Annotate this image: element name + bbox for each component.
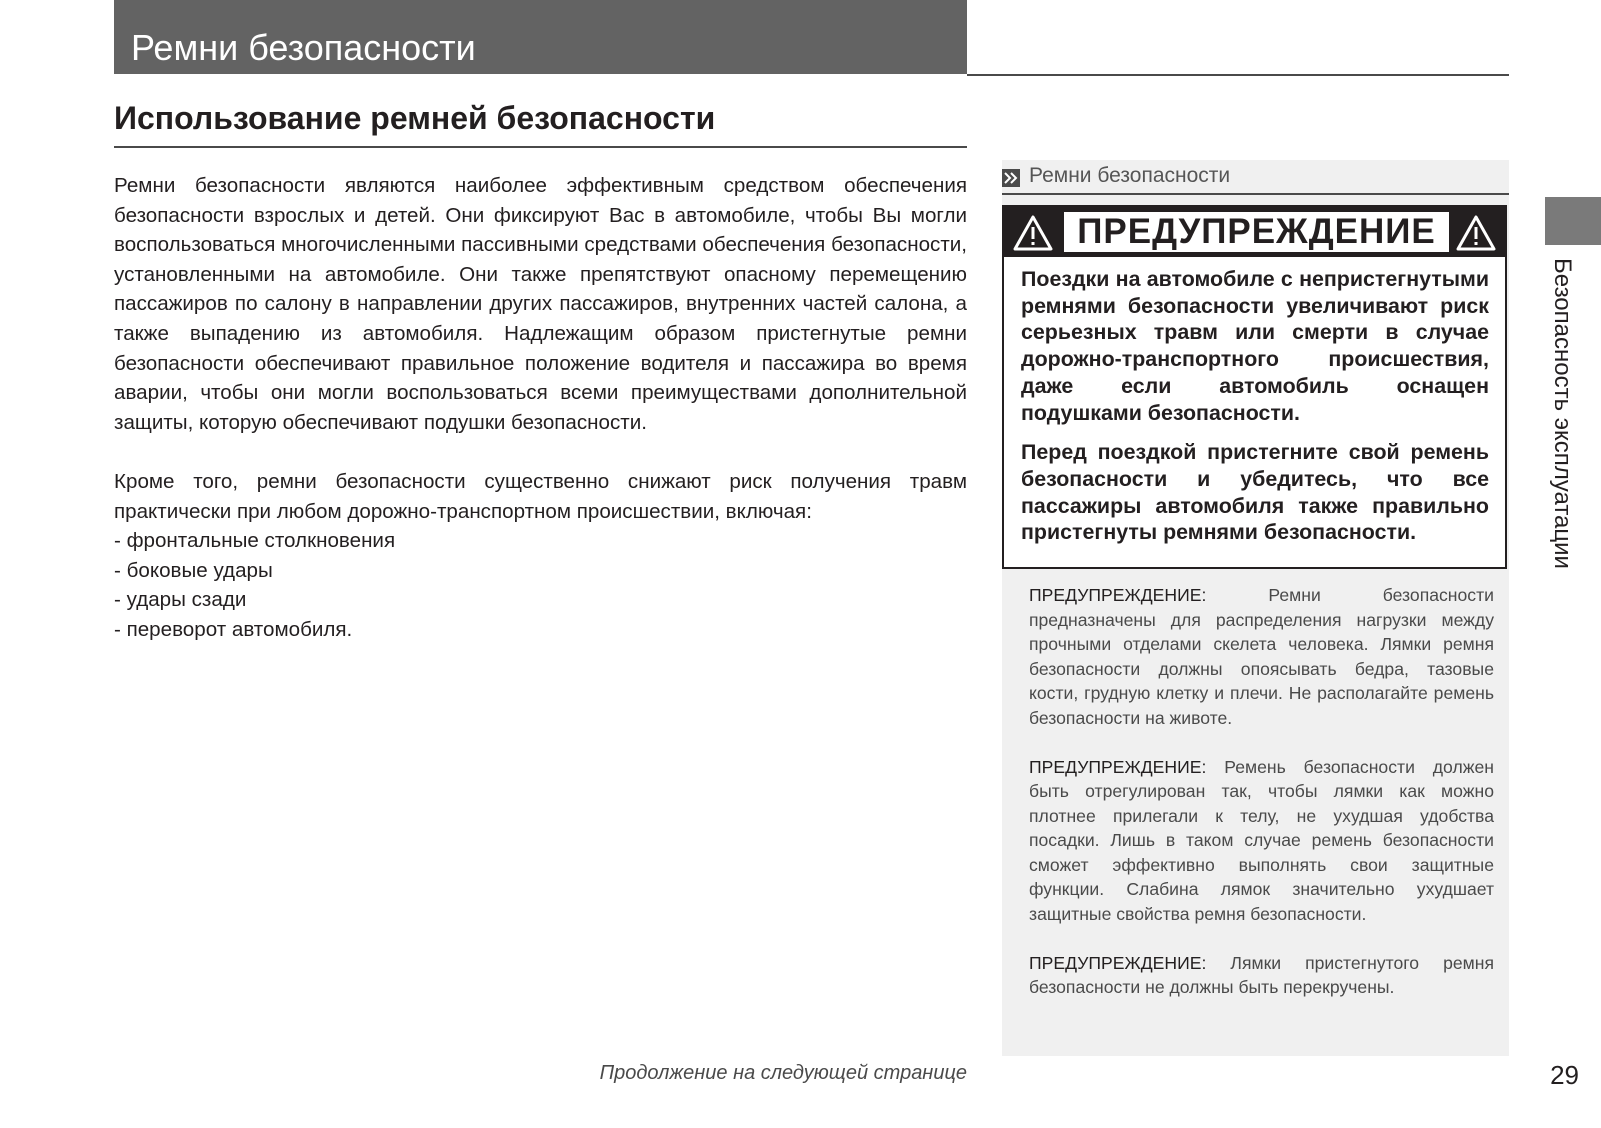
warning-banner-label [1064, 212, 1449, 252]
warning-box [1002, 205, 1507, 569]
collision-list [114, 526, 967, 644]
section-rule [114, 146, 967, 148]
side-tab-label: Безопасность эксплуатации [1549, 258, 1576, 569]
warning-banner [1004, 207, 1505, 257]
sidebar-header-rule [1002, 193, 1509, 195]
warning-paragraph-2: Перед поездкой пристегните свой ремень безопасности и убедитесь, что все пассажиры автомобиля также правильно пристегнуты ремнями безопасности. [1021, 440, 1489, 545]
paragraph-1: Ремни безопасности являются наиболее эффективным средством обеспечения безопасности взрослых и детей. Они фиксируют Вас в автомобиле, чтобы Вы могли воспользоваться многочисленными пассивными средствами обеспечения безопасности, установленными на автомобиле. Они также препятствуют опасному перемещению пассажиров по салону в направлении других пассажиров, внутренних частей салона, а также выпадению из автомобиля. Надлежащим образом пристегнутые ремни безопасности обеспечивают правильное положение водителя и пассажира во время аварии, чтобы они могли воспользоваться всеми преимуществами дополнительной защиты, которую обеспечивают подушки безопасности. [114, 174, 967, 434]
note-lead: ПРЕДУПРЕЖДЕНИЕ: [1029, 756, 1207, 777]
list-item: - фронтальные столкновения [114, 529, 396, 553]
list-item: - переворот автомобиля. [114, 617, 353, 641]
note-paragraph [1029, 951, 1494, 1000]
note-text: Ремни безопасности предназначены для распределения нагрузки между прочными отделами скелета человека. Лямки ремня безопасности должны опоясывать бедра, тазовые кости, грудную клетку и плечи. Не располагайте ремень безопасности на животе. [1029, 585, 1494, 728]
sidebar-header-label: Ремни безопасности [1029, 164, 1231, 187]
header-rule [967, 74, 1509, 76]
header-bar [114, 0, 967, 74]
notes [1029, 583, 1494, 1000]
continue-note: Продолжение на следующей странице [599, 1062, 967, 1084]
page-number: 29 [1550, 1060, 1579, 1090]
paragraph-2: Кроме того, ремни безопасности существенно снижают риск получения травм практически при любом дорожно-транспортном происшествии, включая: [114, 469, 967, 523]
note-lead: ПРЕДУПРЕЖДЕНИЕ: [1029, 585, 1207, 605]
warning-triangle-icon [1012, 214, 1054, 252]
note-paragraph [1029, 583, 1494, 730]
list-item: - боковые удары [114, 558, 273, 582]
note-text: Ремень безопасности должен быть отрегулирован так, чтобы лямки как можно плотнее прилегали к телу, не ухудшая удобства посадки. Лишь в таком случае ремень безопасности сможет эффективно выполнять свои защитные функции. Слабина лямок значительно ухудшает защитные свойства ремня безопасности. [1029, 756, 1494, 924]
main-text [114, 171, 967, 645]
sidebar-header [1002, 161, 1509, 193]
section-tab-marker [1545, 197, 1601, 245]
warning-paragraph-1: Поездки на автомобиле с непристегнутыми ремнями безопасности увеличивают риск серьезных травм или смерти в случае дорожно-транспортного происшествия, даже если автомобиль оснащен подушками безопасности. [1021, 267, 1489, 425]
chapter-title: Ремни безопасности [131, 27, 476, 68]
double-chevron-right-icon [1002, 169, 1020, 187]
warning-text [1021, 266, 1489, 546]
list-item: - удары сзади [114, 588, 247, 612]
section-title: Использование ремней безопасности [114, 100, 716, 136]
warning-banner-text: ПРЕДУПРЕЖДЕНИЕ [1077, 212, 1436, 251]
note-lead: ПРЕДУПРЕЖДЕНИЕ: [1029, 952, 1207, 973]
note-text: Лямки пристегнутого ремня безопасности не должны быть перекручены. [1029, 952, 1494, 997]
note-paragraph [1029, 755, 1494, 927]
warning-triangle-icon [1455, 214, 1497, 252]
